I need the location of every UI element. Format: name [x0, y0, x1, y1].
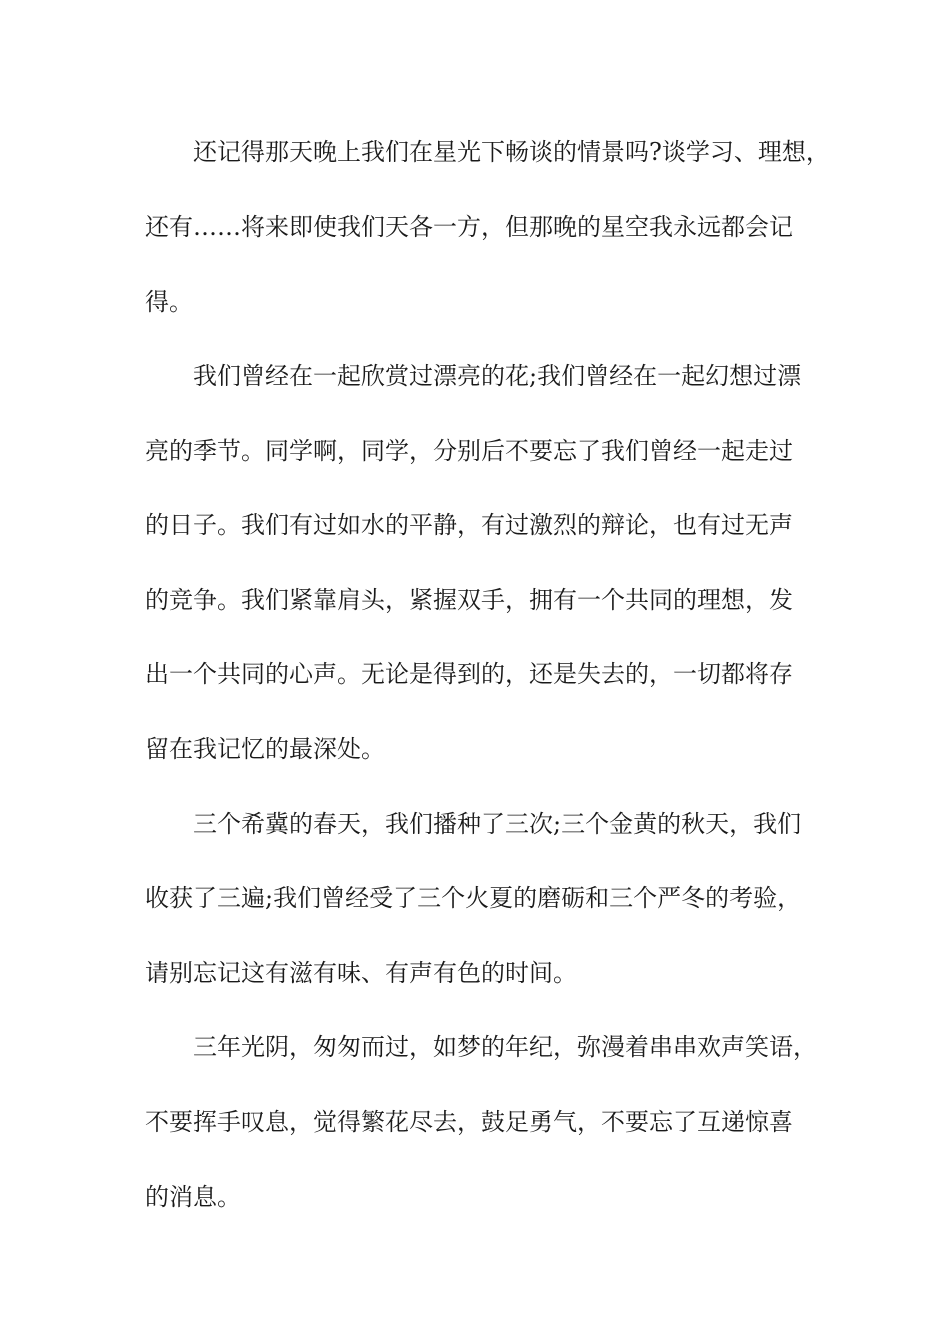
paragraph-4-line-1: 三年光阴，匆匆而过，如梦的年纪，弥漫着串串欢声笑语， [193, 1033, 817, 1061]
paragraph-3-line-3: 请别忘记这有滋有味、有声有色的时间。 [145, 959, 577, 987]
paragraph-2-line-6: 留在我记忆的最深处。 [145, 735, 385, 763]
paragraph-4-line-2: 不要挥手叹息，觉得繁花尽去，鼓足勇气，不要忘了互递惊喜 [145, 1108, 793, 1136]
paragraph-3-line-1: 三个希冀的春天，我们播种了三次;三个金黄的秋天，我们 [193, 810, 802, 838]
paragraph-2-line-3: 的日子。我们有过如水的平静，有过激烈的辩论，也有过无声 [145, 511, 793, 539]
paragraph-3-line-2: 收获了三遍;我们曾经受了三个火夏的磨砺和三个严冬的考验， [145, 884, 802, 912]
paragraph-2-line-2: 亮的季节。同学啊，同学，分别后不要忘了我们曾经一起走过 [145, 437, 793, 465]
paragraph-2-line-1: 我们曾经在一起欣赏过漂亮的花;我们曾经在一起幻想过漂 [193, 362, 802, 390]
paragraph-2-line-4: 的竞争。我们紧靠肩头，紧握双手，拥有一个共同的理想，发 [145, 586, 793, 614]
paragraph-4-line-3: 的消息。 [145, 1183, 241, 1211]
paragraph-2-line-5: 出一个共同的心声。无论是得到的，还是失去的，一切都将存 [145, 660, 793, 688]
paragraph-1-line-2: 还有……将来即使我们天各一方，但那晚的星空我永远都会记 [145, 213, 793, 241]
paragraph-1-line-1: 还记得那天晚上我们在星光下畅谈的情景吗?谈学习、理想， [193, 138, 830, 166]
paragraph-1-line-3: 得。 [145, 288, 193, 316]
